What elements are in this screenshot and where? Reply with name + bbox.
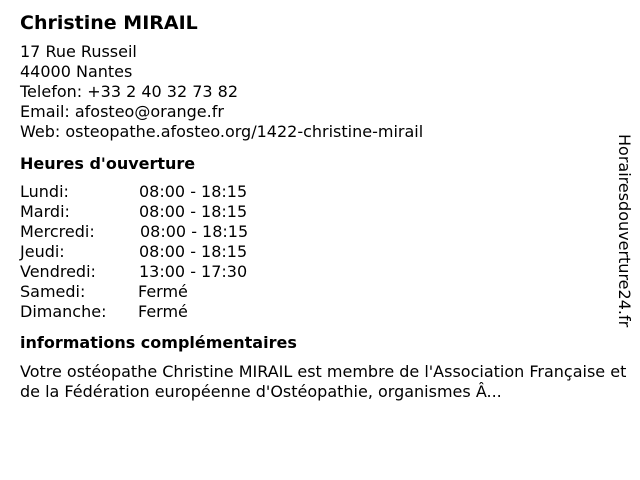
- day-hours: 08:00 - 18:15: [139, 242, 248, 261]
- opening-hours-list: [20, 182, 620, 322]
- additional-info-title: informations complémentaires: [20, 333, 297, 352]
- day-label: Samedi:: [20, 282, 86, 301]
- day-label: Lundi:: [20, 182, 69, 201]
- site-watermark: Horairesdouverture24.fr: [615, 134, 634, 328]
- business-name: Christine MIRAIL: [20, 12, 198, 34]
- website-text: Web: osteopathe.afosteo.org/1422-christine-mirail: [20, 122, 424, 141]
- day-hours: 08:00 - 18:15: [139, 202, 248, 221]
- hours-row-saturday: [20, 282, 620, 302]
- day-hours: 08:00 - 18:15: [139, 182, 248, 201]
- day-label: Mardi:: [20, 202, 70, 221]
- day-label: Dimanche:: [20, 302, 107, 321]
- day-label: Mercredi:: [20, 222, 95, 241]
- day-label: Jeudi:: [20, 242, 65, 261]
- day-hours: 08:00 - 18:15: [140, 222, 249, 241]
- opening-hours-title: Heures d'ouverture: [20, 154, 196, 173]
- hours-row-sunday: [20, 302, 620, 322]
- day-hours: Fermé: [138, 302, 188, 321]
- phone-text: Telefon: +33 2 40 32 73 82: [20, 82, 239, 101]
- address-city: 44000 Nantes: [20, 62, 133, 81]
- hours-row-tuesday: [20, 202, 620, 222]
- hours-row-thursday: [20, 242, 620, 262]
- address-street: 17 Rue Russeil: [20, 42, 137, 61]
- additional-info-text: Votre ostéopathe Christine MIRAIL est membre de l'Association Française et de la Fédération européenne d'Ostéopathie, organismes Â...: [20, 362, 627, 401]
- day-hours: 13:00 - 17:30: [139, 262, 248, 281]
- hours-row-monday: [20, 182, 620, 202]
- day-hours: Fermé: [138, 282, 188, 301]
- day-label: Vendredi:: [20, 262, 96, 281]
- hours-row-friday: [20, 262, 620, 282]
- hours-row-wednesday: [20, 222, 620, 242]
- email-text: Email: afosteo@orange.fr: [20, 102, 224, 121]
